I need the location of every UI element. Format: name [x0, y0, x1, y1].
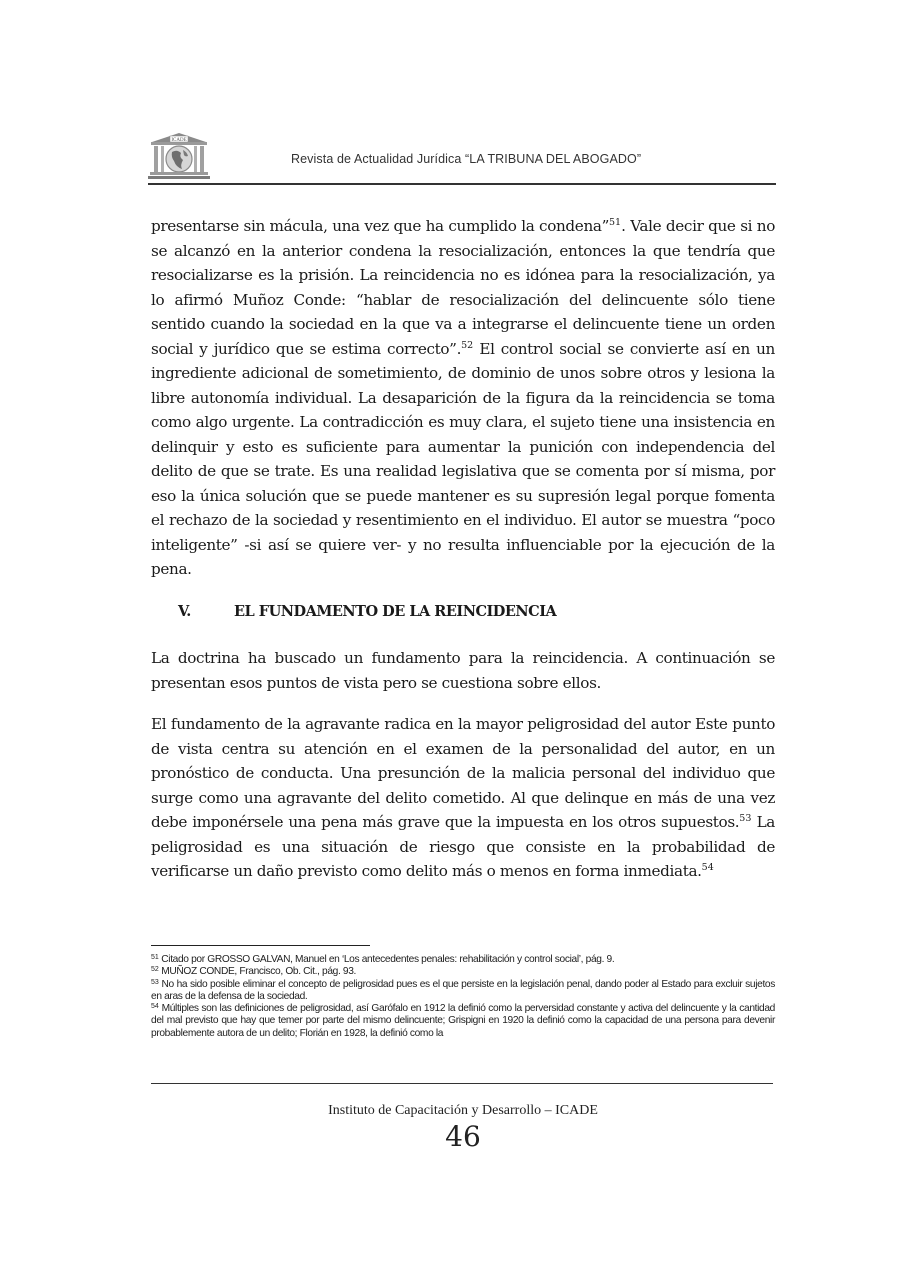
footnote-ref-52[interactable]: 52: [461, 339, 474, 351]
footnote-separator: [151, 945, 370, 946]
footnote-ref-54[interactable]: 54: [701, 862, 714, 873]
paragraph-text: presentarse sin mácula, una vez que ha cumplido la condena”: [151, 217, 609, 235]
page-header: [148, 130, 776, 185]
footnote-51: [151, 954, 775, 966]
journal-title: Revista de Actualidad Jurídica “LA TRIBUNA DEL ABOGADO”: [291, 152, 642, 166]
body-paragraph-2: La doctrina ha buscado un fundamento para la reincidencia. A continuación se presentan esos puntos de vista pero se cuestiona sobre ellos.: [151, 649, 775, 692]
footnote-number: 51: [151, 954, 159, 961]
footnotes: [151, 954, 775, 1040]
footnote-54: [151, 1003, 775, 1040]
paragraph-text: . Vale decir que si no se alcanzó en la anterior condena la resocialización, entonces la que tendría que resocializarse es la prisión. La reincidencia no es idónea para la resocialización, ya lo afirmó Muñoz Conde: “hablar de resocialización del delincuente sólo tiene sentido cuando la sociedad en la que va a integrarse el delincuente tiene un orden social y jurídico que se estima correcto”.: [151, 217, 776, 358]
footnote-53: [151, 979, 775, 1004]
footnote-ref-53[interactable]: 53: [739, 813, 752, 824]
footnote-52: [151, 966, 775, 978]
icade-logo-icon: [148, 132, 210, 182]
footnote-text: No ha sido posible eliminar el concepto de peligrosidad pues es el que persiste en la legislación penal, dando poder al Estado para excluir sujetos en aras de la defensa de la sociedad.: [151, 978, 775, 1002]
paragraph-text: El fundamento de la agravante radica en la mayor peligrosidad del autor Este punto de vista centra su atención en el examen de la personalidad del autor, en un pronóstico de conducta. Una presunción de la malicia personal del individuo que surge como una agravante del delito cometido. Al que delinque en más de una vez debe imponérsele una pena más grave que la impuesta en los otros supuestos.: [151, 715, 775, 831]
footer-institution: Instituto de Capacitación y Desarrollo – ICADE: [328, 1103, 598, 1118]
footnote-text: Citado por GROSSO GALVAN, Manuel en ‘Los antecedentes penales: rehabilitación y control social’, pág. 9.: [158, 954, 615, 965]
paragraph-text: El control social se convierte así en un ingrediente adicional de sometimiento, de dominio de unos sobre otros y lesiona la libre autonomía individual. La desaparición de la figura da la reincidencia se toma como algo urgente. La contradicción es muy clara, el sujeto tiene una insistencia en delinquir y esto es suficiente para aumentar la punición con independencia del delito de que se trate. Es una realidad legislativa que se comenta por sí misma, por eso la única solución que se puede mantener es su supresión legal porque fomenta el rechazo de la sociedad y resentimiento en el individuo. El autor se muestra “poco inteligente” -si así se quiere ver- y no resulta influenciable por la ejecución de la pena.: [151, 339, 775, 578]
section-number: V.: [178, 603, 191, 620]
footer-divider: [151, 1083, 773, 1084]
body-paragraph-3: [151, 712, 775, 884]
footnote-ref-51[interactable]: 51: [609, 217, 622, 228]
footnote-text: Múltiples son las definiciones de peligrosidad, así Garófalo en 1912 la definió como la perversidad constante y activa del delincuente y la cantidad del mal previsto que hay que temer por parte del mismo delincuente; Grispigni en 1920 la definió como la capacidad de una persona para devenir probablemente autora de un delito; Florián en 1928, la definió como la: [151, 1003, 775, 1039]
footnote-number: 54: [151, 1003, 159, 1011]
body-paragraph-1: [151, 214, 775, 582]
section-title: EL FUNDAMENTO DE LA REINCIDENCIA: [234, 603, 557, 620]
page-number: 46: [445, 1120, 481, 1153]
footnote-number: 52: [151, 966, 159, 974]
section-heading: [178, 603, 556, 620]
header-divider: [148, 183, 776, 185]
footnote-number: 53: [151, 978, 159, 986]
footnote-text: MUÑOZ CONDE, Francisco, Ob. Cit., pág. 93.: [158, 966, 357, 978]
paragraph-text: La peligrosidad es una situación de riesgo que consiste en la probabilidad de verificarse un daño previsto como delito más o menos en forma inmediata.: [151, 813, 776, 880]
svg-text:ICADE: ICADE: [171, 138, 187, 144]
